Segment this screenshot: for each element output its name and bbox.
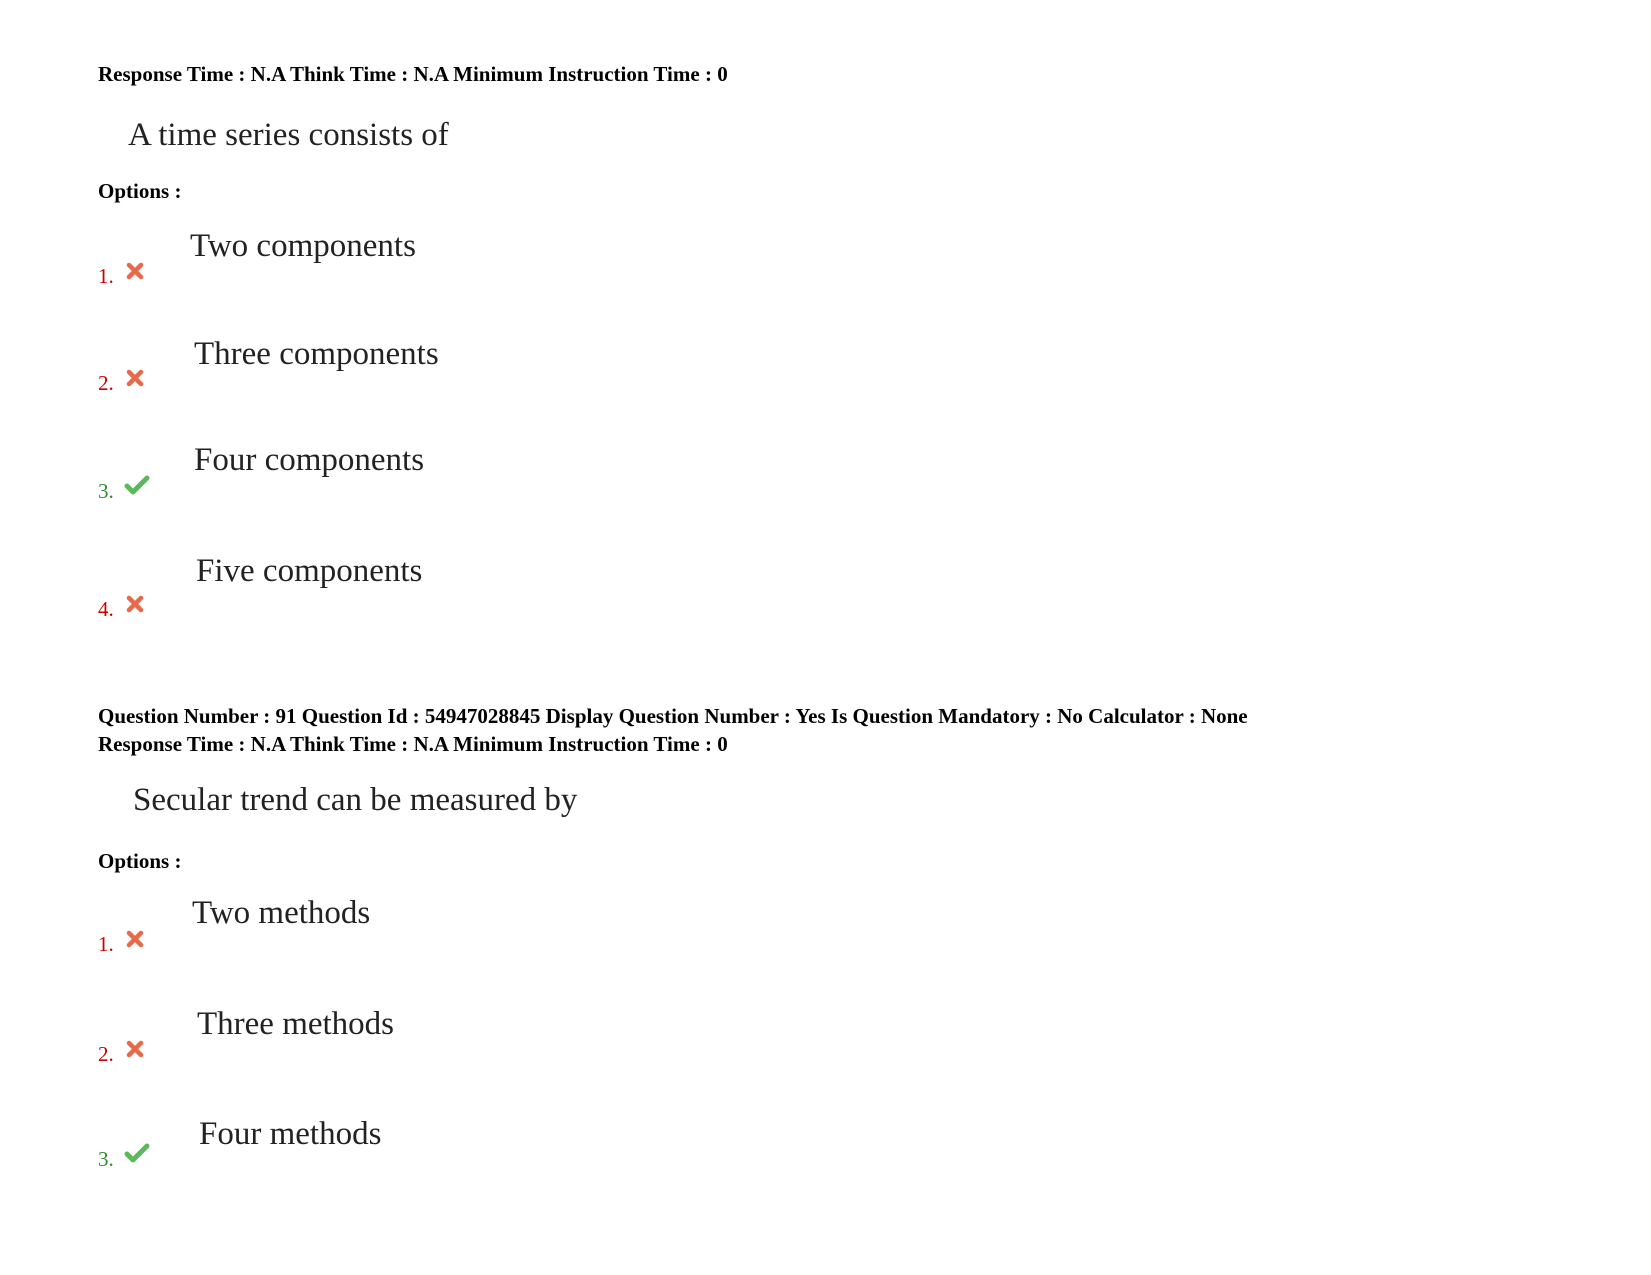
cross-icon [124,260,146,282]
option-text: Four methods [199,1116,382,1152]
option-number: 2. [98,371,114,395]
check-icon [124,1142,150,1164]
option-number: 2. [98,1042,114,1066]
option-text: Four components [194,442,425,478]
options-label: Options : [98,179,182,203]
option-number: 3. [98,479,114,503]
check-icon [124,474,150,496]
option-number: 3. [98,1147,114,1171]
options-label: Options : [98,849,182,873]
response-time-line: Response Time : N.A Think Time : N.A Minimum Instruction Time : 0 [98,732,728,756]
option-text: Three methods [197,1006,395,1042]
question-header-line: Question Number : 91 Question Id : 54947028845 Display Question Number : Yes Is Question Mandatory : No Calculator : None [98,704,1248,728]
option-text: Five components [196,553,423,589]
question-text: Secular trend can be measured by [133,782,578,818]
response-time-line: Response Time : N.A Think Time : N.A Minimum Instruction Time : 0 [98,62,728,86]
option-number: 1. [98,264,114,288]
cross-icon [124,367,146,389]
option-text: Two methods [192,895,371,931]
cross-icon [124,928,146,950]
question-text: A time series consists of [128,117,449,153]
cross-icon [124,1038,146,1060]
cross-icon [124,593,146,615]
option-text: Two components [190,228,416,264]
option-number: 1. [98,932,114,956]
option-number: 4. [98,597,114,621]
option-text: Three components [194,336,439,372]
